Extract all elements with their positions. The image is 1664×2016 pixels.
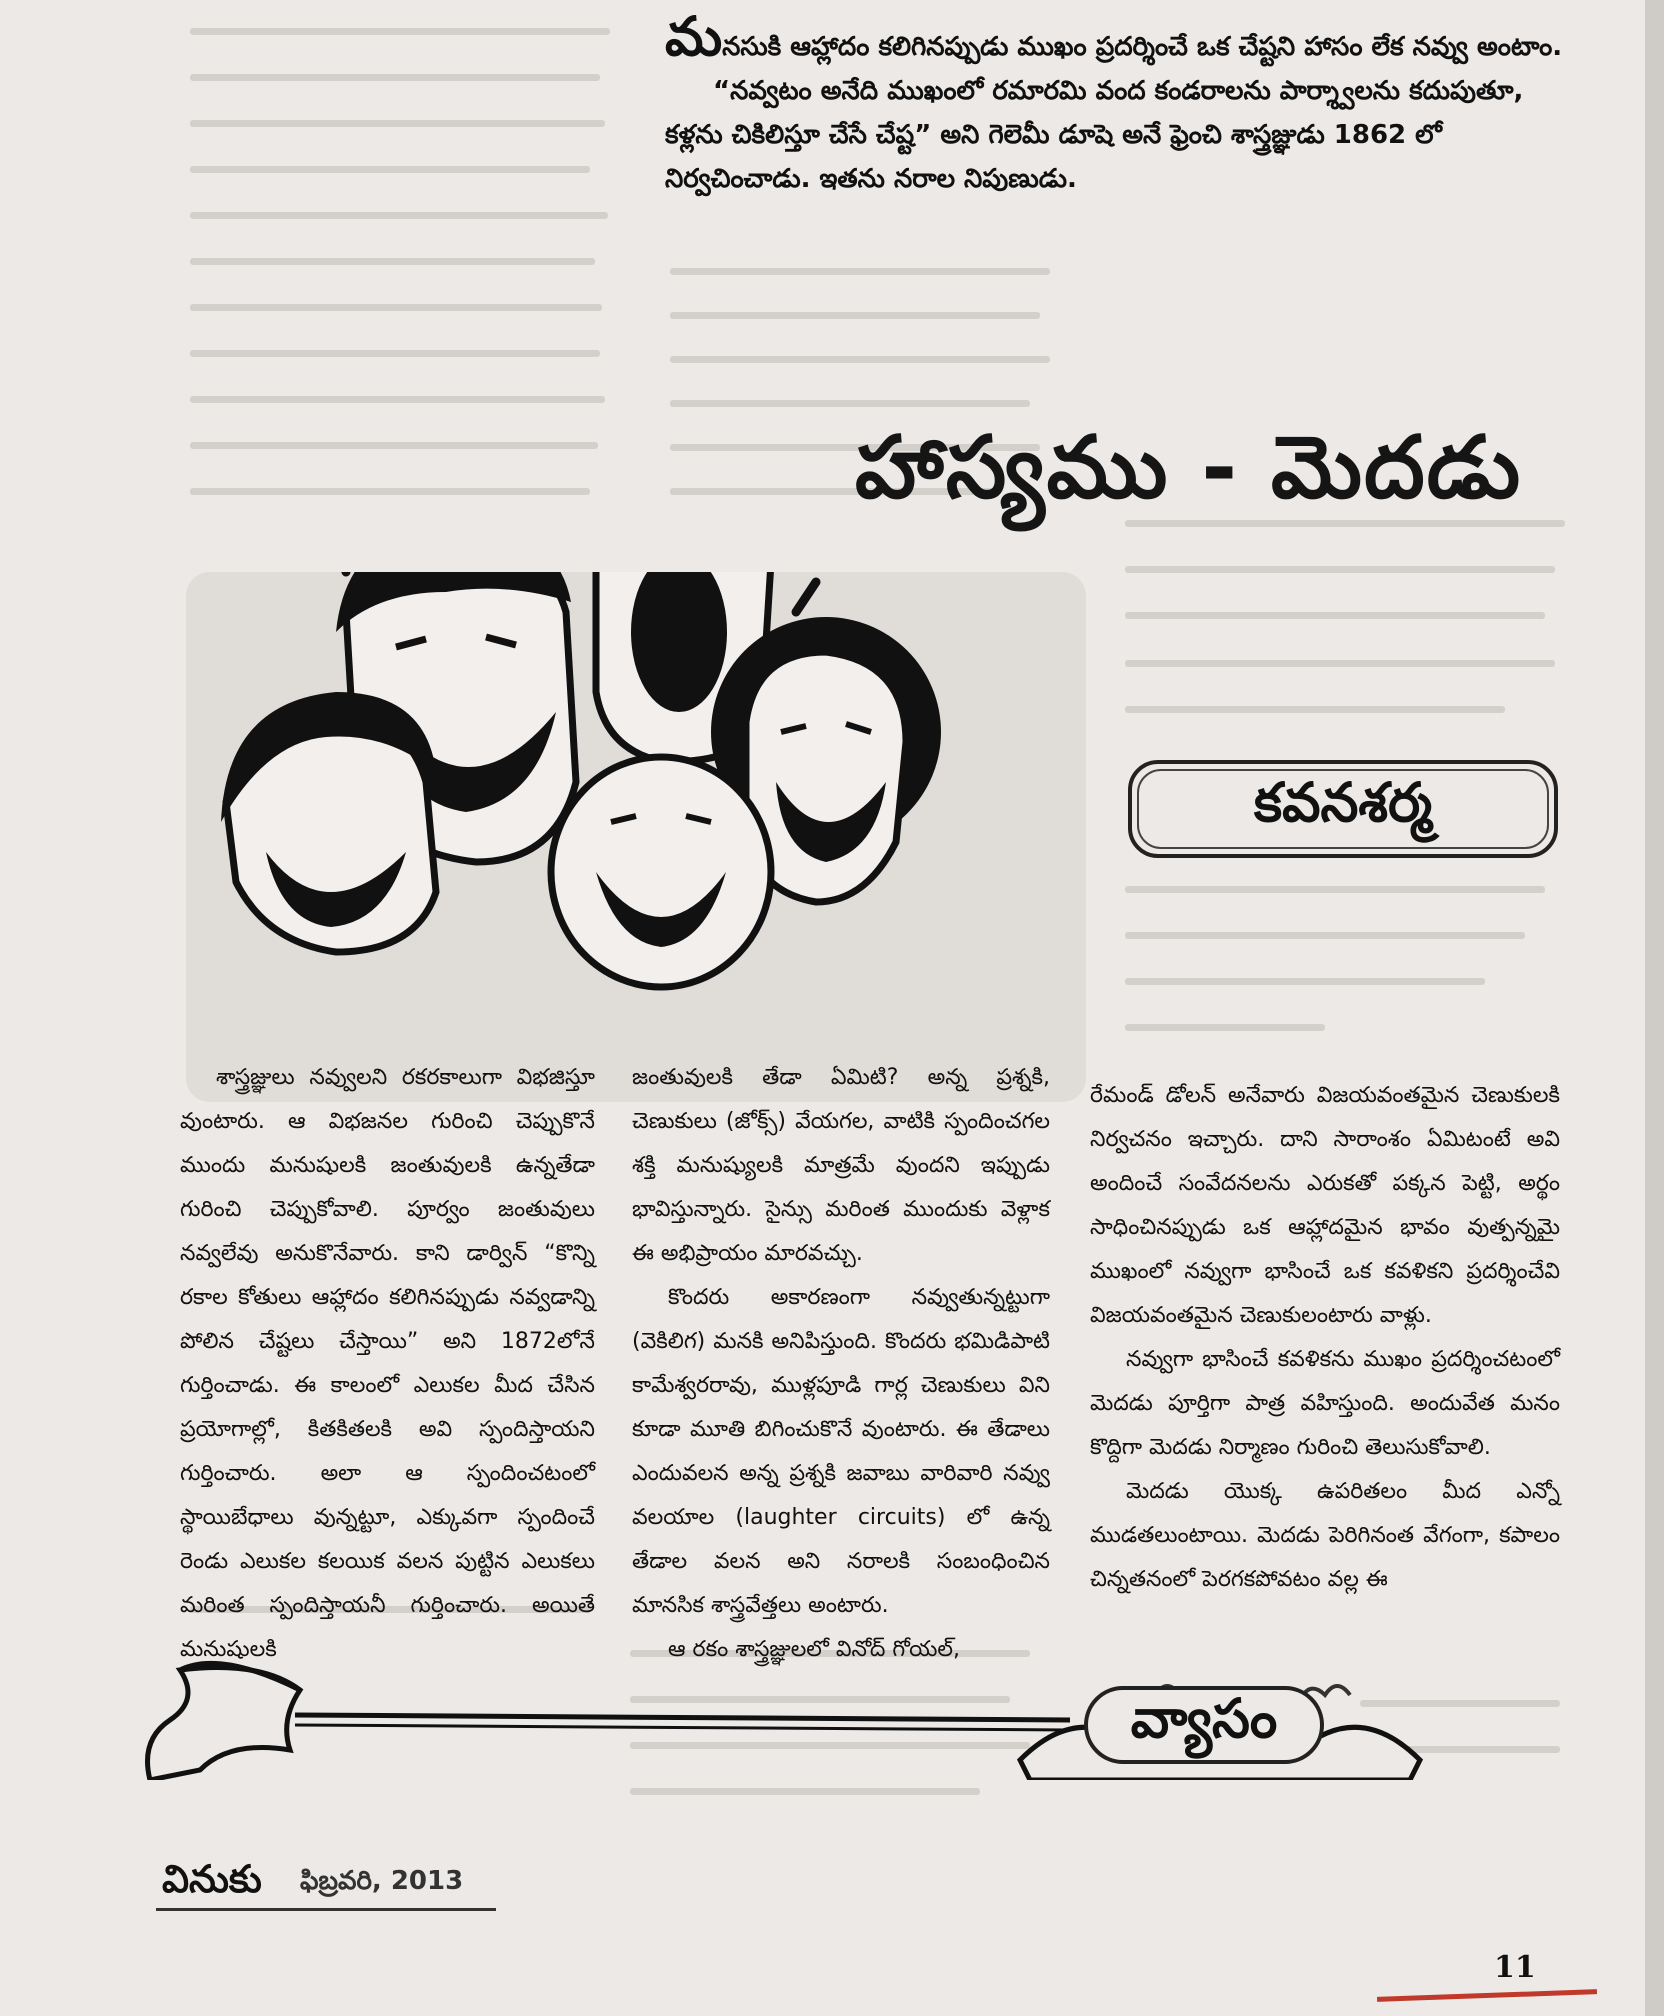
column-3-paragraph-3: మెదడు యొక్క ఉపరితలం మీద ఎన్నో ముడతలుంటాయి. మెదడు పెరిగినంత వేగంగా, కపాలం చిన్నతనంలో పెరగకపోవటం వల్ల ఈ (1090, 1479, 1560, 1592)
section-label-badge (1084, 1686, 1324, 1764)
issue-date: ఫిబ్రవరి, 2013 (300, 1866, 464, 1896)
article-column-3 (1090, 1074, 1560, 1602)
column-2-paragraph-1: జంతువులకి తేడా ఏమిటి? అన్న ప్రశ్నకి, చెణుకులు (జోక్స్) వేయగల, వాటికి స్పందించగల శక్తి మనుష్యులకి మాత్రమే వుందని ఇప్పుడు భావిస్తున్నారు. సైన్సు మరింత ముందుకు వెళ్లాక ఈ అభిప్రాయం మారవచ్చు. (632, 1065, 1050, 1266)
laughing-faces-illustration (186, 572, 1086, 1102)
article-title: హాస్యము - మెదడు (855, 418, 1523, 518)
intro-line-1: నసుకి ఆహ్లాదం కలిగినప్పుడు ముఖం ప్రదర్శించే ఒక చేష్టని హాసం లేక నవ్వు అంటాం. (722, 32, 1563, 62)
author-name: కవనశర్మ (1253, 770, 1433, 834)
page-number: 11 (1494, 1950, 1536, 1985)
article-column-1 (180, 1056, 595, 1672)
face-left-small (221, 692, 436, 952)
column-3-paragraph-1: రేమండ్ డోలన్ అనేవారు విజయవంతమైన చెణుకులకి నిర్వచనం ఇచ్చారు. దాని సారాంశం ఏమిటంటే అవి అందించే సంవేదనలను ఎరుకతో పక్కన పెట్టి, అర్థం సాధించినప్పుడు ఒక ఆహ్లాదమైన భావం వుత్పన్నమై ముఖంలో నవ్వుగా భాసించే ఒక కవళికని ప్రదర్శించేవి విజయవంతమైన చెణుకులంటారు వాళ్లు. (1090, 1083, 1560, 1328)
intro-line-2: “నవ్వటం అనేది ముఖంలో రమారమి వంద కండరాలను పార్శ్వాలను కదుపుతూ, కళ్లను చికిలిస్తూ చేసే చేష్ట” అని గెలెమీ డూషె అనే ఫ్రెంచి శాస్త్రజ్ఞుడు 1862 లో నిర్వచించాడు. ఇతను నరాల నిపుణుడు. (665, 76, 1524, 194)
author-name-box (1128, 760, 1558, 858)
section-label: వ్యాసం (1130, 1686, 1278, 1750)
page-edge (1645, 0, 1664, 2016)
column-3-paragraph-2: నవ్వుగా భాసించే కవళికను ముఖం ప్రదర్శించటంలో మెదడు పూర్తిగా పాత్ర వహిస్తుంది. అందువేత మనం కొద్దిగా మెదడు నిర్మాణం గురించి తెలుసుకోవాలి. (1090, 1347, 1560, 1460)
magazine-name: వినుకు (162, 1856, 262, 1901)
column-2-paragraph-3: ఆ రకం శాస్త్రజ్ఞులలో వినోద్ గోయల్, (668, 1637, 960, 1662)
drop-cap: మ (665, 4, 723, 68)
page-edge-red-strip (1377, 1989, 1597, 2002)
face-bald-center (551, 757, 771, 987)
column-2-paragraph-2: కొందరు అకారణంగా నవ్వుతున్నట్టుగా (వెకిలిగ) మనకి అనిపిస్తుంది. కొందరు భమిడిపాటి కామేశ్వరరావు, ముళ్లపూడి గార్ల చెణుకులు విని కూడా మూతి బిగించుకొనే వుంటారు. ఈ తేడాలు ఎందువలన అన్న ప్రశ్నకి జవాబు వారివారి నవ్వు వలయాల (laughter circuits) లో ఉన్న తేడాల వలన అని నరాలకి సంబంధించిన మానసిక శాస్త్రవేత్తలు అంటారు. (632, 1285, 1050, 1618)
column-1-text: శాస్త్రజ్ఞులు నవ్వులని రకరకాలుగా విభజిస్తూ వుంటారు. ఆ విభజనల గురించి చెప్పుకొనే ముందు మనుషులకి జంతువులకి ఉన్నతేడా గురించి చెప్పుకోవాలి. పూర్వం జంతువులు నవ్వలేవు అనుకొనేవారు. కాని డార్విన్ “కొన్ని రకాల కోతులు ఆహ్లాదం కలిగినప్పుడు నవ్వడాన్ని పోలిన చేష్టలు చేస్తాయి” అని 1872లోనే గుర్తించాడు. ఈ కాలంలో ఎలుకల మీద చేసిన ప్రయోగాల్లో, కితకితలకి అవి స్పందిస్తాయని గుర్తించారు. అలా ఆ స్పందించటంలో స్థాయిబేధాలు వున్నట్టూ, ఎక్కువగా స్పందించే రెండు ఎలుకల కలయిక వలన పుట్టిన ఎలుకలు మరింత స్పందిస్తాయనీ గుర్తించారు. అయితే మనుషులకి (180, 1065, 595, 1662)
article-column-2 (632, 1056, 1050, 1672)
intro-paragraph (665, 4, 1570, 201)
footer-rule (156, 1908, 496, 1911)
